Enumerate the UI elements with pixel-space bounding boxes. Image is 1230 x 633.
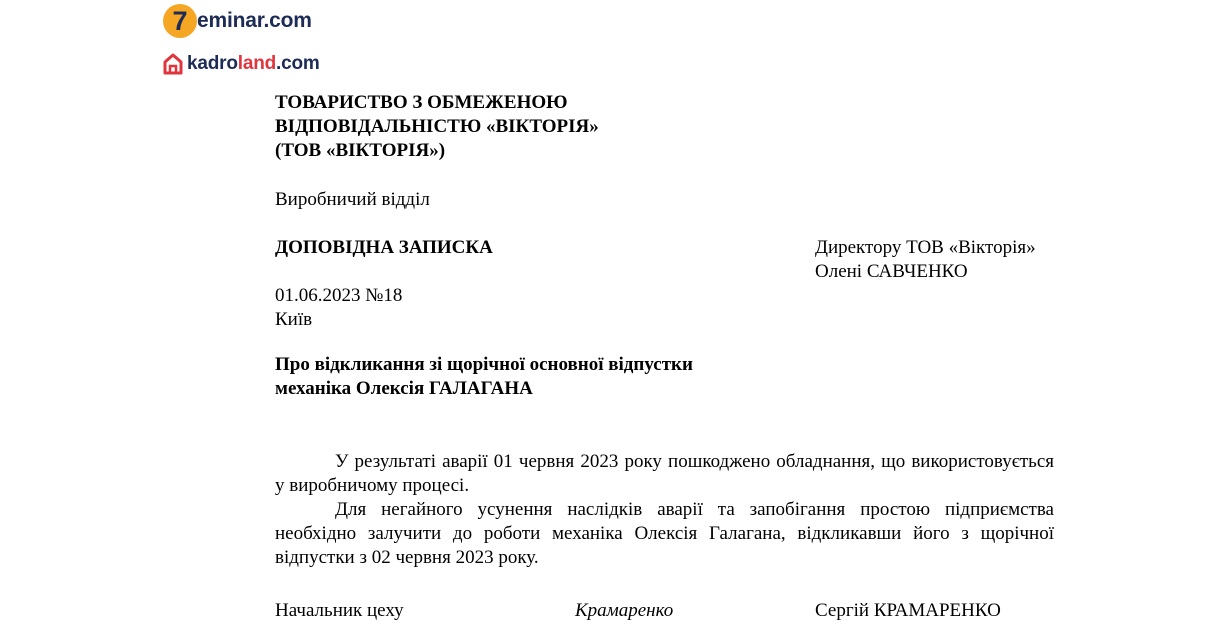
- seminar-logo-text: eminar.com: [197, 9, 312, 32]
- document-city: Київ: [275, 309, 313, 330]
- body-paragraph-2: Для негайного усунення наслідків аварії та запобігання простою підприємства необхідно залучити до роботи механіка Олексія Галагана, відкликавши його з щорічної відпустки з 02 червня 2023 року.: [275, 499, 1054, 568]
- subject-line-1: Про відкликання зі щорічної основної відпустки: [275, 354, 693, 375]
- subject-line-2: механіка Олексія ГАЛАГАНА: [275, 378, 533, 399]
- document-date-number: 01.06.2023 №18: [275, 285, 403, 306]
- document-subject: [275, 353, 693, 401]
- signer-position: Начальник цеху: [275, 600, 404, 621]
- organization-name: [275, 91, 599, 163]
- kadroland-house-icon: [163, 53, 183, 75]
- addressee-line-2: Олені САВЧЕНКО: [815, 261, 968, 282]
- document-body: [275, 450, 1054, 570]
- addressee-line-1: Директору ТОВ «Вікторія»: [815, 237, 1036, 258]
- addressee: [815, 236, 1036, 284]
- seminar-logo: [163, 3, 312, 39]
- kadroland-logo-text: kadroland.com: [187, 53, 320, 74]
- document-type: ДОПОВІДНА ЗАПИСКА: [275, 237, 493, 258]
- kadroland-logo: [163, 50, 320, 78]
- seminar-logo-badge: 7: [163, 4, 197, 38]
- organization-line-1: ТОВАРИСТВО З ОБМЕЖЕНОЮ: [275, 92, 568, 113]
- organization-line-3: (ТОВ «ВІКТОРІЯ»): [275, 140, 446, 161]
- body-paragraph-1: У результаті аварії 01 червня 2023 року пошкоджено обладнання, що використовується у виробничому процесі.: [275, 451, 1054, 496]
- signer-name: Сергій КРАМАРЕНКО: [815, 600, 1001, 621]
- organization-line-2: ВІДПОВІДАЛЬНІСТЮ «ВІКТОРІЯ»: [275, 116, 599, 137]
- department: Виробничий відділ: [275, 189, 430, 210]
- signature: Крамаренко: [575, 600, 674, 621]
